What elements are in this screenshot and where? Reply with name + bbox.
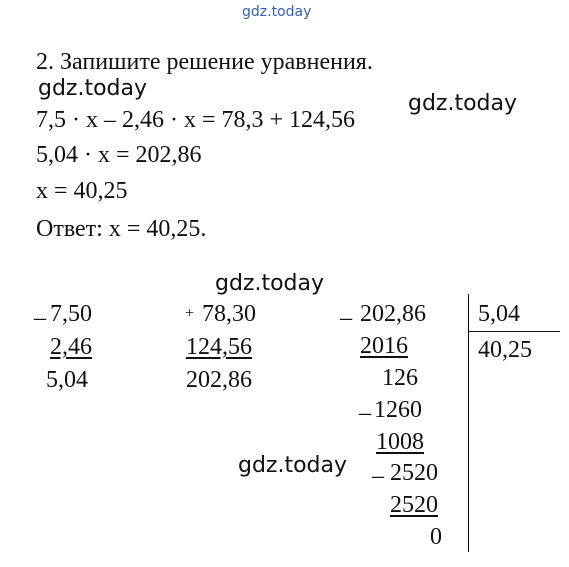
- division-quotient: 40,25: [478, 337, 532, 363]
- division-vertical-bar: [468, 294, 469, 552]
- equation-line-2: 5,04 · x = 202,86: [36, 142, 202, 168]
- subtraction-sign: _: [34, 297, 46, 323]
- equation-line-1: 7,5 · x – 2,46 · x = 78,3 + 124,56: [36, 107, 356, 133]
- addition-result: 202,86: [186, 367, 252, 393]
- addition-addend-2: 124,56: [186, 334, 252, 360]
- watermark-top: gdz.today: [242, 4, 312, 20]
- division-step-1: 2016: [360, 333, 408, 359]
- watermark-bottom: gdz.today: [238, 453, 348, 478]
- division-step-6: 2520: [390, 492, 438, 518]
- watermark-left: gdz.today: [38, 76, 148, 101]
- addition-addend-1: 78,30: [202, 301, 256, 327]
- watermark-right: gdz.today: [408, 91, 518, 116]
- division-minus-sign-1: _: [340, 297, 352, 323]
- subtraction-result: 5,04: [46, 367, 88, 393]
- equation-line-3: x = 40,25: [36, 178, 128, 204]
- addition-sign: +: [185, 305, 195, 322]
- division-step-2: 126: [382, 365, 418, 391]
- division-horizontal-bar: [468, 331, 560, 332]
- division-step-5: 2520: [390, 460, 438, 486]
- task-title: 2. Запишите решение уравнения.: [36, 49, 373, 75]
- division-dividend: 202,86: [360, 301, 426, 327]
- watermark-middle: gdz.today: [215, 271, 325, 296]
- division-minus-sign-3: _: [372, 455, 384, 481]
- subtraction-minuend: 7,50: [50, 301, 92, 327]
- division-step-4: 1008: [376, 429, 424, 455]
- subtraction-subtrahend: 2,46: [50, 334, 92, 360]
- division-minus-sign-2: _: [359, 392, 371, 418]
- division-divisor: 5,04: [478, 301, 520, 327]
- division-remainder: 0: [430, 524, 442, 550]
- answer-line: Ответ: x = 40,25.: [36, 216, 207, 242]
- division-step-3: 1260: [374, 397, 422, 423]
